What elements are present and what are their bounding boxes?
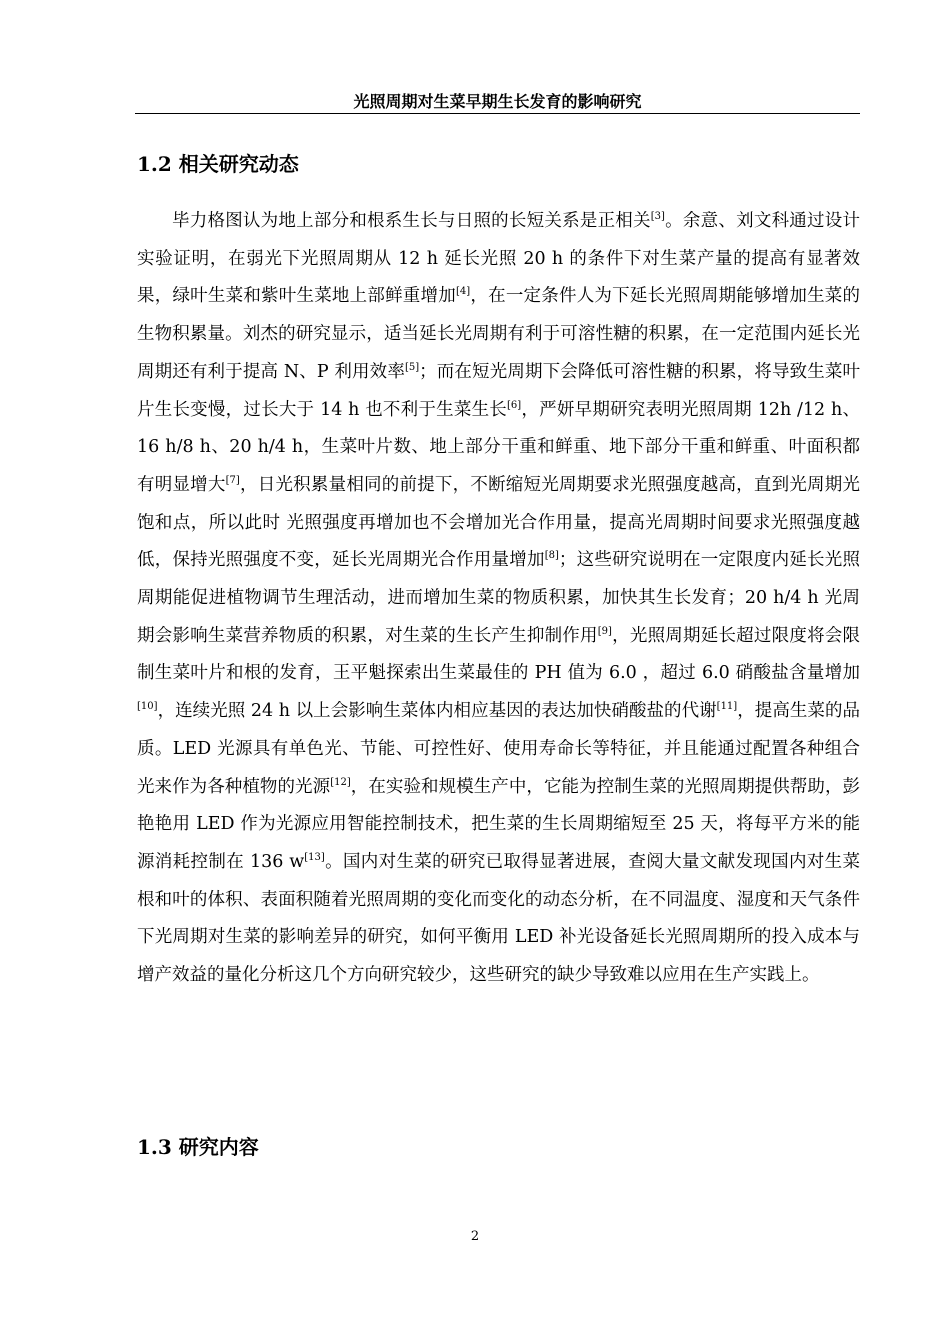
citation: [5]	[404, 361, 420, 373]
text-run: ，提高生菜的品质。LED 光源具有单色光、节能、可控性好、使用寿命长等特征，并且能通过配置各种组合光来作为各种植物的光源	[137, 701, 861, 797]
citation: [12]	[330, 776, 351, 788]
text-run: 。国内对生菜的研究已取得显著进展，查阅大量文献发现国内对生菜根和叶的体积、表面积随着光照周期的变化而变化的动态分析，在不同温度、湿度和天气条件下光周期对生菜的影响差异的研究，如何平衡用 LED 补光设备延长光照周期所的投入成本与增产效益的量化分析这几个方向研究较少，这些研究的缺少导致难以应用在生产实践上。	[137, 851, 860, 986]
page-number: 2	[470, 1229, 480, 1244]
text-run: ；这些研究说明在一定限度内延长光照周期能促进植物调节生理活动，进而增加生菜的物质积累，加快其生长发育；20 h/4 h 光周期会影响生菜营养物质的积累，对生菜的生长产生抑制作用	[137, 550, 861, 646]
citation: [4]	[455, 286, 471, 298]
citation: [3]	[650, 211, 665, 223]
text-run: ，连续光照 24 h 以上会影响生菜体内相应基因的表达加快硝酸盐的代谢	[157, 701, 717, 722]
text-run: 毕力格图认为地上部分和根系生长与日照的长短关系是正相关	[172, 211, 651, 231]
citation: [7]	[225, 475, 240, 487]
citation: [13]	[304, 852, 325, 864]
body-paragraph	[137, 203, 860, 995]
text-run: ，在一定条件人为下延长光照周期能够增加生菜的生物积累量。刘杰的研究显示，适当延长光周期有利于可溶性糖的积累，在一定范围内延长光周期还有利于提高 N、P 利用效率	[137, 286, 861, 382]
section-heading-1-2: 1.2 相关研究动态	[137, 152, 299, 176]
section-heading-1-3: 1.3 研究内容	[137, 1135, 259, 1159]
citation: [9]	[597, 625, 612, 637]
citation: [11]	[716, 701, 738, 713]
text-run: ；而在短光周期下会降低可溶性糖的积累，将导致生菜叶片生长变慢，过长大于 14 h 也不利于生菜生长	[137, 361, 861, 420]
header-rule	[135, 113, 860, 114]
text-run: ，日光积累量相同的前提下，不断缩短光周期要求光照强度越高，直到光周期光饱和点，所以此时 光照强度再增加也不会增加光合作用量，提高光周期时间要求光照强度越低，保持光照强度不变，延长光周期光合作用量增加	[137, 474, 861, 571]
citation: [6]	[507, 399, 522, 411]
citation: [8]	[544, 550, 559, 562]
text-run: ，光照周期延长超过限度将会限制生菜叶片和根的发育，王平魁探索出生菜最佳的 PH 值为 6.0 ，超过 6.0 硝酸盐含量增加	[137, 625, 861, 684]
citation: [10]	[137, 701, 158, 713]
running-header: 光照周期对生菜早期生长发育的影响研究	[353, 92, 642, 111]
text-run: ，在实验和规模生产中，它能为控制生菜的光照周期提供帮助，彭艳艳用 LED 作为光源应用智能控制技术，把生菜的生长周期缩短至 25 天，将每平方米的能源消耗控制在 136 w	[137, 776, 861, 872]
text-run: ，严妍早期研究表明光照周期 12h /12 h、16 h/8 h、20 h/4 h，生菜叶片数、地上部分干重和鲜重、地下部分干重和鲜重、叶面积都有明显增大	[137, 399, 860, 495]
text-run: 。余意、刘文科通过设计实验证明，在弱光下光照周期从 12 h 延长光照 20 h 的条件下对生菜产量的提高有显著效果，绿叶生菜和紫叶生菜地上部鲜重增加	[137, 211, 861, 307]
